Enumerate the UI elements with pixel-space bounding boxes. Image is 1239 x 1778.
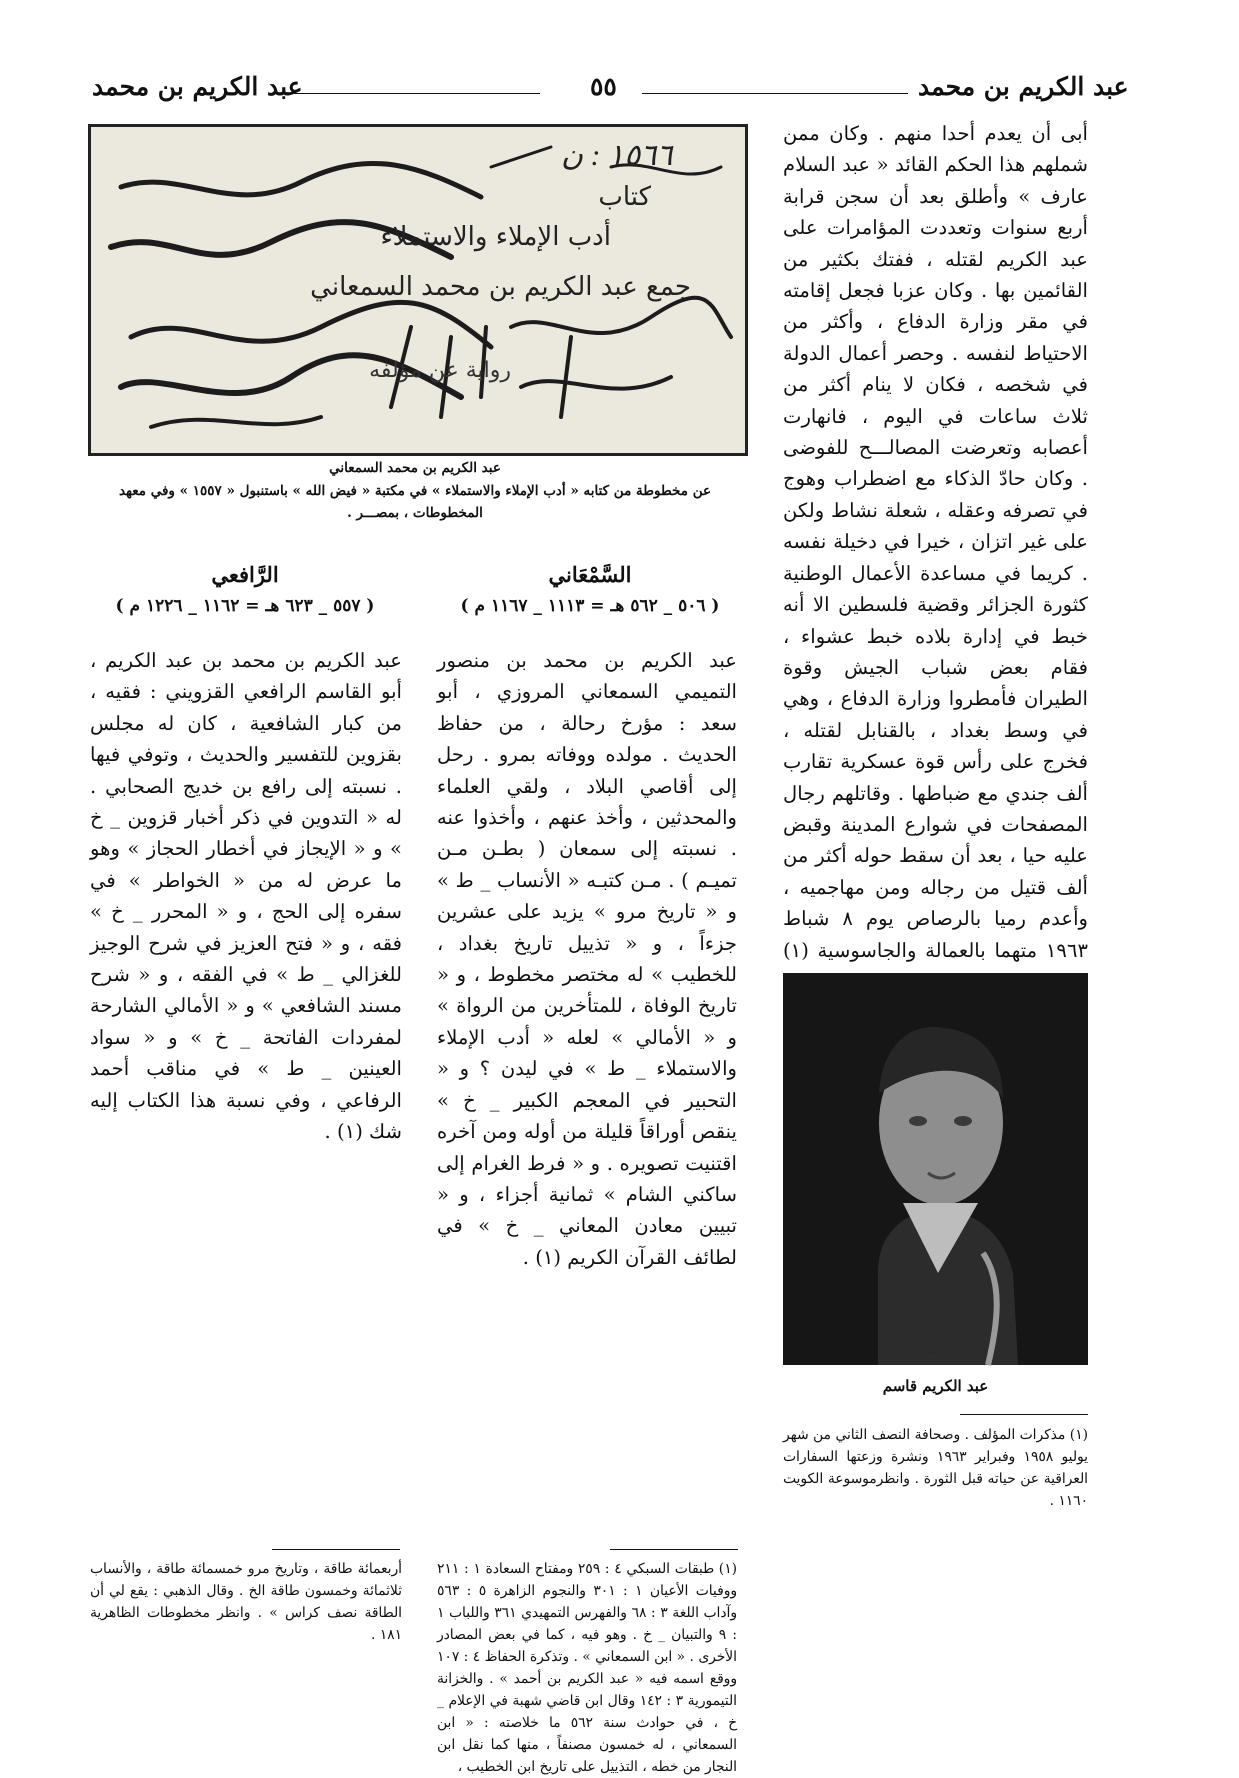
footnote-rule-middle xyxy=(610,1549,738,1550)
header-rule-left xyxy=(290,93,540,94)
left-entry-title: الرَّافعي xyxy=(211,562,279,587)
manuscript-image xyxy=(88,124,748,456)
portrait-photo xyxy=(783,973,1088,1365)
running-head-left: عبد الكريم بن محمد xyxy=(92,72,303,101)
manuscript-line-2: أدب الإملاء والاستملاء xyxy=(380,222,611,252)
manuscript-caption-title: عبد الكريم بن محمد السمعاني xyxy=(329,460,501,476)
manuscript-line-1: كتاب xyxy=(598,182,651,212)
manuscript-number: ١٥٦٦ : ن xyxy=(561,139,673,172)
portrait-svg xyxy=(783,973,1088,1365)
middle-entry-title: السَّمْعَاني xyxy=(548,562,632,587)
right-footnote: (١) مذكرات المؤلف . وصحافة النصف الثاني من شهر يوليو ١٩٥٨ وفبراير ١٩٦٣ ونشرة وزعتها السفارات العراقية عن حياته قبل الثورة . وانظرموسوعة الكويت ١١٦٠ . xyxy=(783,1427,1088,1509)
manuscript-line-3: جمع عبد الكريم بن محمد السمعاني xyxy=(310,272,691,302)
manuscript-caption-text: عن مخطوطة من كتابه « أدب الإملاء والاستملاء » في مكتبة « فيض الله » باستنبول « ١٥٥٧ » وفي معهد المخطوطات ، بمصـــر . xyxy=(118,483,712,521)
portrait-caption: عبد الكريم قاسم xyxy=(882,1377,989,1395)
manuscript-svg xyxy=(91,127,745,453)
middle-footnote: (١) طبقات السبكي ٤ : ٢٥٩ ومفتاح السعادة ١ : ٢١١ ووفيات الأعيان ١ : ٣٠١ والنجوم الزاهرة ٥ : ٥٦٣ وآداب اللغة ٣ : ٦٨ والفهرس التمهيدي ٣٦١ واللباب ١ : ٩ والتبيان _ خ . وهو فيه ، كما في بعض المصادر الأخرى . « ابن السمعاني » . وتذكرة الحفاظ ٤ : ١٠٧ ووقع اسمه فيه « عبد الكريم بن أحمد » . والخزانة التيمورية ٣ : ١٤٢ وقال ابن قاضي شهبة في الإعلام _ خ ، في حوادث سنة ٥٦٢ ما خلاصته : « ابن السمعاني ، له خمسون مصنفاً ، منها كما نقل ابن النجار من خطه ، التذييل على تاريخ ابن الخطيب ، xyxy=(437,1561,738,1775)
left-entry-text: عبد الكريم بن محمد بن عبد الكريم ، أبو القاسم الرافعي القزويني : فقيه ، من كبار الشافعية ، كان له مجلس بقزوين للتفسير والحديث ، وتوفي فيها . نسبته إلى رافع بن خديج الصحابي . له « التدوين في ذكر أخبار قزوين _ خ » و « الإيجاز في أخطار الحجاز » وهو ما عرض له من « الخواطر » في سفره إلى الحج ، و « المحرر _ خ » فقه ، و « فتح العزيز في شرح الوجيز للغزالي _ ط » في الفقه ، و « شرح مسند الشافعي » و « الأمالي الشارحة لمفردات الفاتحة _ خ » و « سواد العينين _ ط » في مناقب أحمد الرفاعي ، وفي نسبة هذا الكتاب إليه شك (١) . xyxy=(90,649,402,1144)
right-column-text: أبى أن يعدم أحدا منهم . وكان ممن شملهم هذا الحكم القائد « عبد السلام عارف » وأطلق بعد أن سجن قرابة أربع سنوات وتعددت المؤامرات على عبد الكريم لقتله ، ففتك بكثير من القائمين بها . وكان عزبا فجعل إقامته في مقر وزارة الدفاع ، وأكثر من الاحتياط لنفسه . وحصر أعمال الدولة في شخصه ، فكان لا ينام أكثر من ثلاث ساعات في اليوم ، فانهارت أعصابه وتعرضت المصالـــح للفوضى . وكان حادّ الذكاء مع اضطراب وهوج في تصرفه وعقله ، شعلة نشاط ولكن على غير اتزان ، خيرا في دخيلة نفسه . كريما في مساعدة الأعمال الوطنية كثورة الجزائر وقضية فلسطين الا أنه خبط في إدارة بلاده خبط عشواء ، فقام بعض شباب الجيش وقوة الطيران فأمطروا وزارة الدفاع ، وهي في وسط بغداد ، بالقنابل لقتله ، فخرج على رأس قوة عسكرية تقارب ألف جندي مع ضباطها . وقاتلهم رجال المصفحات في شوارع المدينة وقبض عليه حيا ، بعد أن سقط حوله أكثر من ألف قتيل من رجاله ومن مهاجميه ، وأعدم رميا بالرصاص يوم ٨ شباط ١٩٦٣ متهما بالعمالة والجاسوسية (١) xyxy=(783,122,1088,962)
running-head-right: عبد الكريم بن محمد xyxy=(918,72,1129,101)
header-rule-right xyxy=(642,93,908,94)
footnote-rule-left xyxy=(272,1549,400,1550)
manuscript-line-4: رواية عن مؤلفه xyxy=(369,358,511,383)
left-footnote xyxy=(90,1558,402,1559)
footnote-rule-right xyxy=(960,1414,1088,1415)
middle-entry-dates: ( ٥٠٦ _ ٥٦٢ هـ = ١١١٣ _ ١١٦٧ م ) xyxy=(460,596,720,616)
middle-entry-text: عبد الكريم بن محمد بن منصور التميمي السمعاني المروزي ، أبو سعد : مؤرخ رحالة ، من حفاظ الحديث . مولده ووفاته بمرو . رحل إلى أقاصي البلاد ، ولقي العلماء والمحدثين ، وأخذ عنهم ، وأخذوا عنه . نسبته إلى سمعان ( بطـن مـن تميـم ) . مـن كتبـه « الأنساب _ ط » و « تاريخ مرو » يزيد على عشرين جزءاً ، و « تذييل تاريخ بغداد ، للخطيب » له مختصر مخطوط ، و « تاريخ الوفاة ، للمتأخرين من الرواة » و « الأمالي » لعله « أدب الإملاء والاستملاء _ ط » في ليدن ؟ و « التحبير في المعجم الكبير _ خ » ينقص أوراقاً قليلة من أوله ومن آخره اقتنيت تصويره . و « فرط الغرام إلى ساكني الشام » ثمانية أجزاء ، و « تبيين معادن المعاني _ خ » في لطائف القرآن الكريم (١) . xyxy=(437,649,737,1269)
page-number: ٥٥ xyxy=(590,72,617,101)
portrait-label: صورة عبد الكريم قاسم xyxy=(930,1353,940,1354)
left-footnote-continued: أربعمائة طاقة ، وتاريخ مرو خمسمائة طاقة ، والأنساب ثلاثمائة وخمسون طاقة الخ . وقال الذهبي : يقع لي أن الطاقة نصف كراس » . وانظر مخطوطات الظاهرية ١٨١ . xyxy=(90,1561,402,1643)
left-entry-dates: ( ٥٥٧ _ ٦٢٣ هـ = ١١٦٢ _ ١٢٢٦ م ) xyxy=(115,596,375,616)
